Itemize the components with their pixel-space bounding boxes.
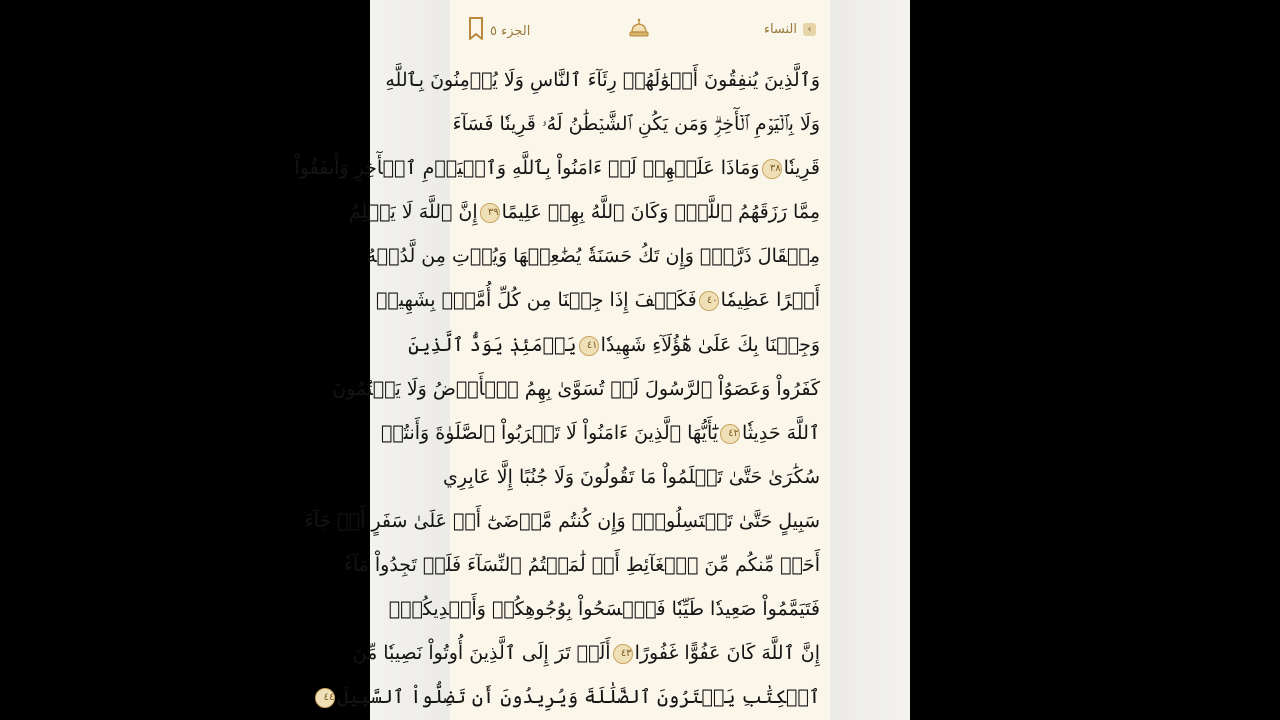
ayah-number-marker[interactable]: ٤٠	[699, 291, 719, 311]
ayah-number-marker[interactable]: ٤٤	[315, 688, 335, 708]
verse-text-segment: مِمَّا رَزَقَهُمُ ٱللَّهُۚ وَكَانَ ٱللَّهُ بِهِمۡ عَلِيمًا	[501, 201, 820, 224]
verse-line	[408, 323, 820, 367]
verse-text-segment: وَٱلَّذِينَ يُنفِقُونَ أَمۡوَٰلَهُمۡ رِئَآءَ ٱلنَّاسِ وَلَا يُؤۡمِنُونَ بِٱللَّهِ	[385, 69, 820, 91]
ayah-number-marker[interactable]: ٣٨	[762, 159, 782, 179]
verse-text-segment: قَرِينٗا	[783, 157, 820, 180]
surah-indicator[interactable]	[764, 22, 816, 37]
page-header	[450, 0, 830, 58]
verse-text-segment: سُكَٰرَىٰ حَتَّىٰ تَعۡلَمُواْ مَا تَقُولُونَ وَلَا جُنُبًا إِلَّا عَابِرِي	[443, 465, 820, 488]
verse-text-segment: ٱللَّهَ حَدِيثٗا	[742, 421, 820, 444]
verse-line	[343, 543, 820, 587]
verse-line	[323, 675, 820, 719]
juz-label: الجزء ٥	[490, 23, 531, 39]
ayah-number-marker[interactable]: ٤١	[579, 336, 599, 356]
verse-text-segment: إِنَّ ٱللَّهَ كَانَ عَفُوًّا غَفُورًا	[634, 642, 820, 665]
verse-text-segment: وَلَا بِٱلۡيَوۡمِ ٱلۡأٓخِرِۗ وَمَن يَكُنِ ٱلشَّيۡطَٰنُ لَهُۥ قَرِينٗا فَسَآءَ	[452, 113, 820, 136]
verse-text-segment: فَتَيَمَّمُواْ صَعِيدٗا طَيِّبٗا فَٱمۡسَحُواْ بِوُجُوهِكُمۡ وَأَيۡدِيكُمۡۗ	[388, 598, 820, 621]
verse-text-segment: أَلَمۡ تَرَ إِلَى ٱلَّذِينَ أُوتُواْ نَصِيبٗا مِّنَ	[352, 642, 611, 665]
verse-line	[348, 190, 820, 234]
verse-text-segment: وَجِئۡنَا بِكَ عَلَىٰ هَٰٓؤُلَآءِ شَهِيدٗا	[600, 333, 820, 356]
verse-text-segment: وَمَاذَا عَلَيۡهِمۡ لَوۡ ءَامَنُواْ بِٱللَّهِ وَٱلۡيَوۡمِ ٱلۡأٓخِرِ وَأَنفَقُواْ	[294, 157, 760, 180]
verse-text-segment: أَحَدٞ مِّنكُم مِّنَ ٱلۡغَآئِطِ أَوۡ لَٰمَسۡتُمُ ٱلنِّسَآءَ فَلَمۡ تَجِدُواْ مَآءٗ	[343, 554, 820, 577]
ayah-number-marker[interactable]: ٤٣	[613, 644, 633, 664]
verse-text-segment: مِثۡقَالَ ذَرَّةٖۖ وَإِن تَكُ حَسَنَةٗ يُضَٰعِفۡهَا وَيُؤۡتِ مِن لَّدُنۡهُ	[366, 245, 820, 268]
juz-indicator[interactable]	[468, 18, 530, 44]
verse-line	[385, 58, 820, 102]
bookmark-icon[interactable]	[468, 17, 484, 45]
verse-text-segment: أَجۡرًا عَظِيمٗا	[720, 289, 820, 312]
ayah-number-marker[interactable]: ٣٩	[480, 203, 500, 223]
verse-line	[366, 234, 820, 278]
mosque-icon[interactable]	[628, 18, 650, 42]
verse-line	[388, 587, 820, 631]
verse-line	[452, 102, 820, 146]
verse-text-segment: ٱلۡكِتَٰبِ يَشۡتَرُونَ ٱلضَّلَٰلَةَ وَيُرِيدُونَ أَن تَضِلُّواْ ٱلسَّبِيلَ	[337, 686, 820, 709]
verse-line	[380, 411, 820, 455]
chevron-left-icon[interactable]: ‹	[803, 23, 816, 36]
surah-label: النساء	[763, 22, 797, 37]
verse-line	[332, 367, 820, 411]
verse-text-segment: يَوۡمَئِذٖ يَوَدُّ ٱلَّذِينَ	[408, 333, 577, 356]
verse-line	[443, 455, 820, 499]
right-margin	[830, 0, 910, 720]
verse-text-segment: يَٰٓأَيُّهَا ٱلَّذِينَ ءَامَنُواْ لَا تَقۡرَبُواْ ٱلصَّلَوٰةَ وَأَنتُمۡ	[380, 421, 719, 444]
verse-line	[376, 278, 820, 322]
verse-text-segment: سَبِيلٍ حَتَّىٰ تَغۡتَسِلُواْۚ وَإِن كُنتُم مَّرۡضَىٰٓ أَوۡ عَلَىٰ سَفَرٍ أَوۡ جَآءَ	[304, 509, 820, 532]
verse-text-segment: فَكَيۡفَ إِذَا جِئۡنَا مِن كُلِّ أُمَّةِۭ بِشَهِيدٖ	[376, 289, 697, 312]
verse-line	[352, 631, 820, 675]
verses-text	[294, 58, 820, 720]
ayah-number-marker[interactable]: ٤٢	[720, 424, 740, 444]
verse-line	[304, 499, 820, 543]
verse-text-segment: كَفَرُواْ وَعَصَوُاْ ٱلرَّسُولَ لَوۡ تُسَوَّىٰ بِهِمُ ٱلۡأَرۡضُ وَلَا يَكۡتُمُونَ	[332, 377, 820, 400]
verse-line	[294, 146, 820, 190]
verse-text-segment: إِنَّ ٱللَّهَ لَا يَظۡلِمُ	[348, 201, 478, 224]
mushaf-page[interactable]	[294, 0, 830, 720]
